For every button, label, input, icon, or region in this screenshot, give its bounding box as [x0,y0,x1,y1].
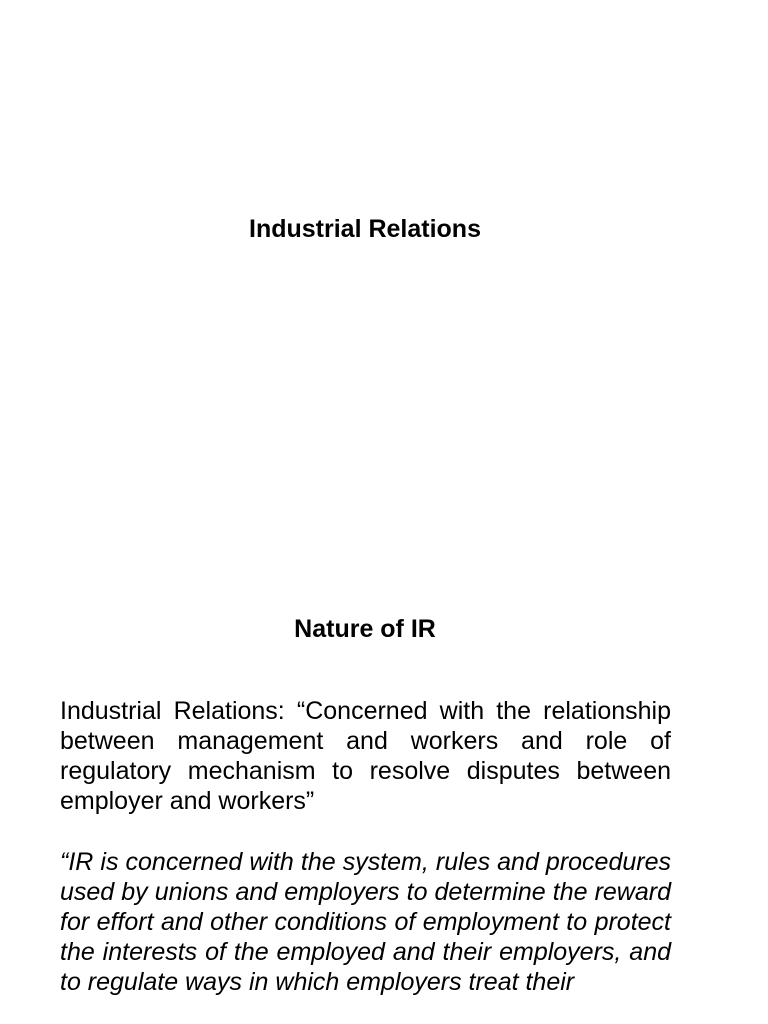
section-title-nature-of-ir: Nature of IR [294,615,436,643]
definition-paragraph: Industrial Relations: “Concerned with the relationship between management and workers and role of regulatory mechanism to resolve disputes between employer and workers” [60,697,671,815]
page-title-industrial-relations: Industrial Relations [249,215,481,243]
quote-paragraph: “IR is concerned with the system, rules and procedures used by unions and employers to determine the reward for effort and other conditions of employment to protect the interests of the employed and their employers, and to regulate ways in which employers treat their [60,848,671,996]
